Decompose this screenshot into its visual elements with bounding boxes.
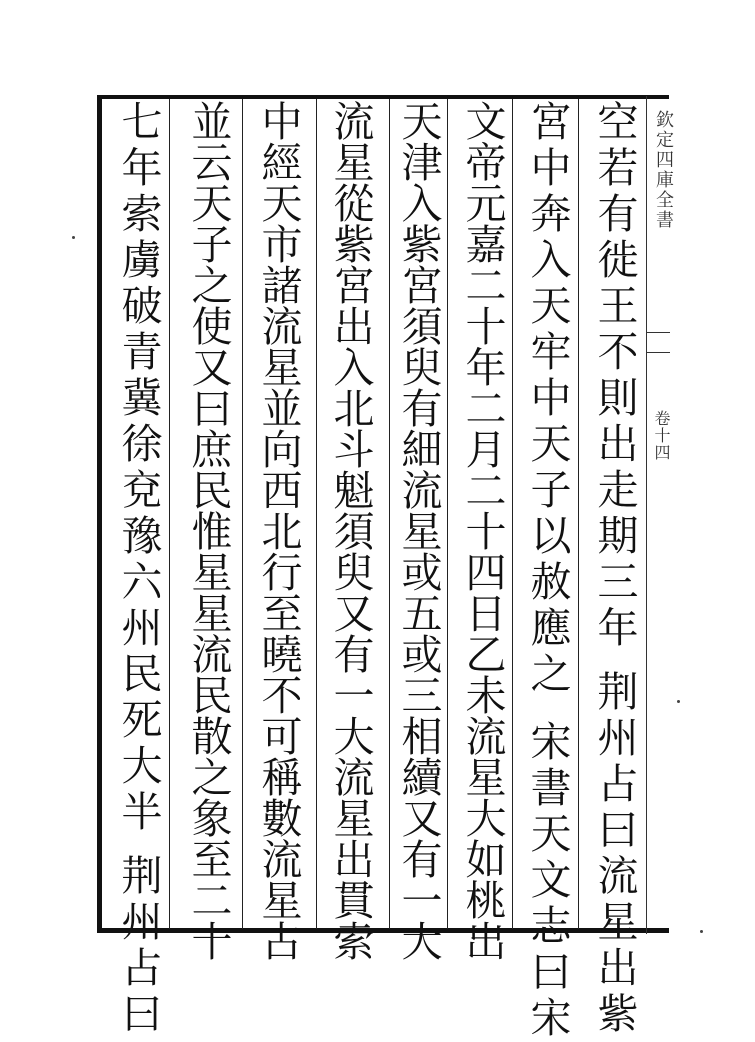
scan-speck: [72, 236, 75, 239]
column-rule: [242, 99, 243, 929]
text-column-3: [450, 100, 514, 961]
text-column-7: [176, 100, 240, 961]
column-main-text: 天津入紫宮須臾有細流星或五或三相續又有一大: [394, 100, 443, 961]
column-note-text: 荆州占曰流星出紫: [590, 670, 639, 1038]
scan-speck: [700, 930, 703, 933]
column-main-text: 七年索虜破青冀徐兗豫六州民死大半: [114, 100, 163, 836]
column-rule: [316, 99, 317, 929]
text-column-4: [386, 100, 450, 961]
text-column-1: [582, 100, 646, 1038]
column-main-text: 空若有徙王不則出走期三年: [590, 100, 639, 652]
column-main-text: 文帝元嘉二十年二月二十四日乙未流星大如桃出: [458, 100, 507, 961]
column-main-text: 流星從紫宮出入北斗魁須臾又有一大流星出貫索: [326, 100, 375, 961]
text-column-5: [318, 100, 382, 961]
edge-divider: [646, 352, 670, 353]
column-main-text: 中經天市諸流星並向西北行至曉不可稱數流星占: [254, 100, 303, 961]
text-column-2: [515, 100, 579, 1042]
text-column-6: [246, 100, 310, 961]
column-main-text: 宮中奔入天牢中天子以赦應之: [523, 100, 572, 698]
edge-book-title: 欽定四庫全書: [653, 110, 674, 230]
edge-divider: [646, 332, 670, 333]
text-column-8: [106, 100, 170, 1038]
column-note-text: 宋書天文志曰宋: [523, 720, 572, 1042]
column-note-text: 荆州占曰: [114, 854, 163, 1038]
column-main-text: 並云天子之使又曰庶民惟星星流民散之象至二十: [184, 100, 233, 961]
scan-speck: [677, 700, 680, 703]
edge-folio-number: 卷十四: [652, 410, 671, 461]
